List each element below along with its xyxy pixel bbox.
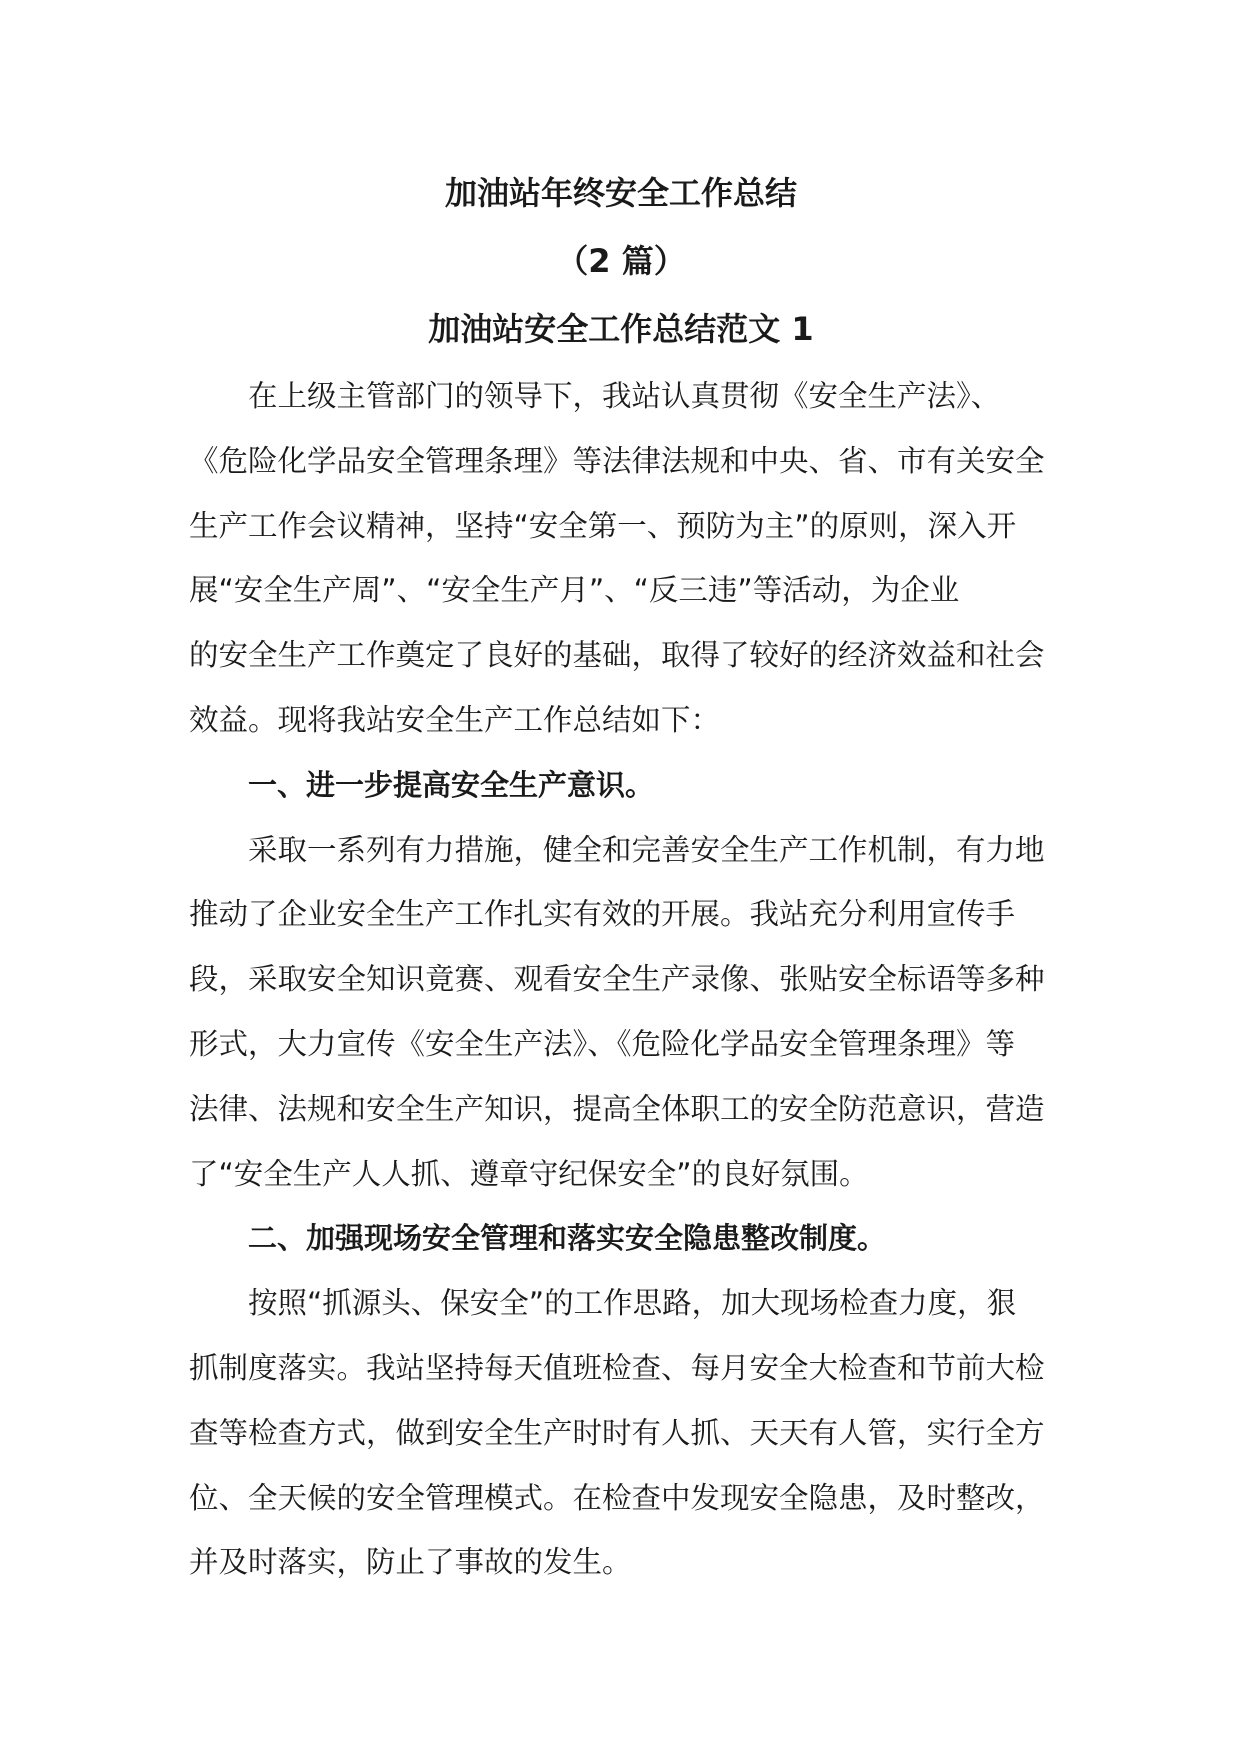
intro-paragraph	[189, 364, 1053, 753]
paragraph-line: 抓制度落实。我站坚持每天值班检查、每月安全大检查和节前大检	[189, 1350, 1045, 1385]
paragraph-line: 展“安全生产周”、“安全生产月”、“反三违”等活动，为企业	[189, 573, 960, 608]
paragraph-line: 位、全天候的安全管理模式。在检查中发现安全隐患，及时整改，	[189, 1480, 1045, 1515]
section-2-paragraph	[189, 1271, 1053, 1595]
paragraph-line: 《危险化学品安全管理条理》等法律法规和中央、省、市有关安全	[189, 443, 1045, 478]
paragraph-line: 按照“抓源头、保安全”的工作思路，加大现场检查力度，狠	[248, 1286, 1017, 1321]
paragraph-line: 的安全生产工作奠定了良好的基础，取得了较好的经济效益和社会	[189, 638, 1045, 673]
section-heading-2: 二、加强现场安全管理和落实安全隐患整改制度。	[248, 1221, 887, 1256]
paragraph-line: 形式，大力宣传《安全生产法》、《危险化学品安全管理条理》等	[189, 1026, 1016, 1061]
article-title: 加油站安全工作总结范文 1	[428, 310, 814, 348]
document-title: 加油站年终安全工作总结	[444, 174, 797, 212]
paragraph-line: 生产工作会议精神，坚持“安全第一、预防为主”的原则，深入开	[189, 508, 1017, 543]
paragraph-line: 了“安全生产人人抓、遵章守纪保安全”的良好氛围。	[189, 1156, 869, 1191]
paragraph-line: 推动了企业安全生产工作扎实有效的开展。我站充分利用宣传手	[189, 897, 1016, 932]
section-1-paragraph	[189, 818, 1053, 1207]
paragraph-line: 段，采取安全知识竟赛、观看安全生产录像、张贴安全标语等多种	[189, 962, 1045, 997]
paragraph-line: 并及时落实，防止了事故的发生。	[189, 1545, 632, 1580]
paragraph-line: 法律、法规和安全生产知识，提高全体职工的安全防范意识，营造	[189, 1091, 1045, 1126]
document-subtitle: （2 篇）	[556, 242, 686, 280]
paragraph-line: 效益。现将我站安全生产工作总结如下：	[189, 702, 721, 737]
section-heading-1: 一、进一步提高安全生产意识。	[248, 767, 655, 802]
paragraph-line: 查等检查方式，做到安全生产时时有人抓、天天有人管，实行全方	[189, 1415, 1045, 1450]
paragraph-line: 采取一系列有力措施，健全和完善安全生产工作机制，有力地	[248, 832, 1045, 867]
document-page	[189, 172, 1053, 1595]
paragraph-line: 在上级主管部门的领导下，我站认真贯彻《安全生产法》、	[248, 379, 1001, 413]
